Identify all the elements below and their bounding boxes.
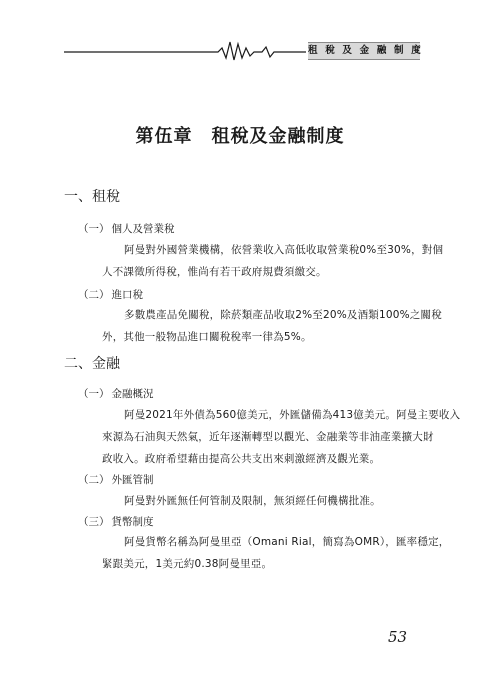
subsection-number: （二）	[78, 289, 110, 301]
paragraph-line: 多數農產品免關稅，除菸類產品收取2%至20%及酒類100%之關稅	[124, 309, 442, 321]
subsection-label: 金融概況	[111, 388, 154, 400]
subsection-title-personal-business-tax	[78, 221, 175, 236]
subsection-number: （一）	[78, 388, 110, 400]
chapter-title: 第伍章 租稅及金融制度	[135, 126, 345, 147]
section-title-taxation: 一、租稅	[64, 189, 120, 205]
section-title-finance: 二、金融	[64, 356, 120, 372]
subsection-title-financial-overview	[78, 386, 154, 401]
paragraph-line: 來源為石油與天然氣，近年逐漸轉型以觀光、金融業等非油產業擴大財	[102, 431, 434, 443]
subsection-number: （一）	[78, 223, 110, 235]
paragraph-line: 阿曼2021年外債為560億美元，外匯儲備為413億美元。阿曼主要收入	[124, 409, 461, 421]
subsection-label: 貨幣制度	[111, 516, 154, 528]
page-number: 53	[388, 628, 408, 646]
subsection-label: 進口稅	[111, 289, 143, 301]
subsection-title-currency-system	[78, 514, 154, 529]
paragraph-line: 人不課徵所得稅，惟尚有若干政府規費須繳交。	[102, 266, 327, 278]
paragraph-line: 外，其他一般物品進口關稅稅率一律為5%。	[102, 331, 312, 343]
paragraph-line: 阿曼貨幣名稱為阿曼里亞（Omani Rial，簡寫為OMR），匯率穩定，	[124, 536, 450, 548]
paragraph-line: 政收入。政府希望藉由提高公共支出來刺激經濟及觀光業。	[102, 453, 381, 465]
subsection-number: （二）	[78, 474, 110, 486]
subsection-title-import-tax	[78, 287, 143, 302]
paragraph-line: 阿曼對外匯無任何管制及限制，無須經任何機構批准。	[124, 495, 381, 507]
header-pulse-line	[64, 42, 306, 60]
subsection-label: 外匯管制	[111, 474, 154, 486]
header-running-title: 租 稅 及 金 融 制 度	[308, 42, 420, 60]
paragraph-line: 阿曼對外國營業機構，依營業收入高低收取營業稅0%至30%，對個	[124, 244, 444, 256]
paragraph-line: 緊跟美元，1美元約0.38阿曼里亞。	[102, 558, 273, 570]
subsection-label: 個人及營業稅	[111, 223, 175, 235]
subsection-number: （三）	[78, 516, 110, 528]
subsection-title-foreign-exchange-control	[78, 472, 154, 487]
